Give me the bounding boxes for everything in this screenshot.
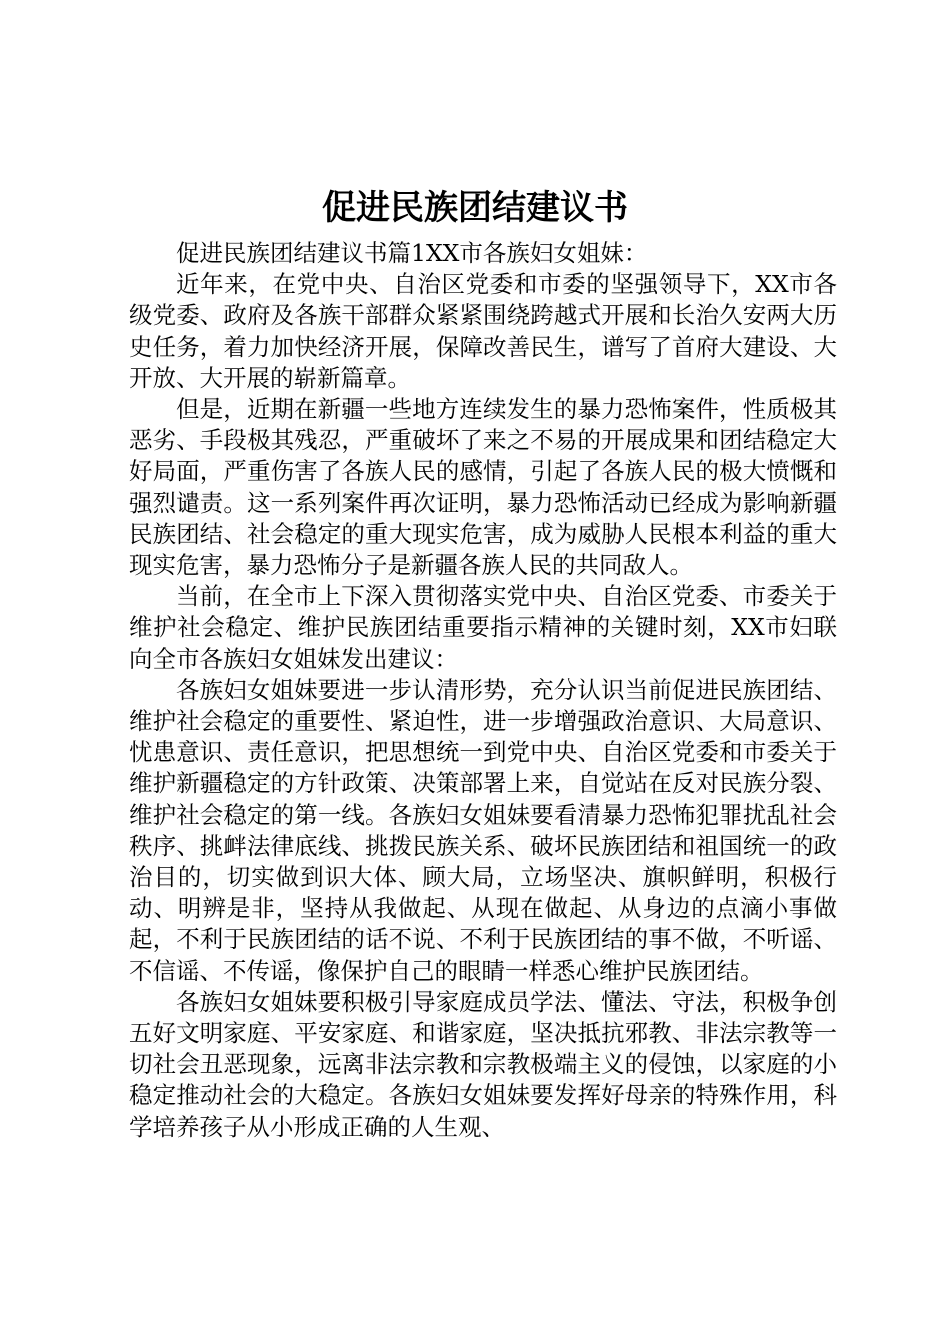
paragraph-1: 近年来，在党中央、自治区党委和市委的坚强领导下，XX市各级党委、政府及各族干部群众紧紧围绕跨越式开展和长治久安两大历史任务，着力加快经济开展，保障改善民生，谱写了首府大建设、大开放、大开展的崭新篇章。 — [129, 270, 837, 392]
paragraph-4: 各族妇女姐妹要进一步认清形势，充分认识当前促进民族团结、维护社会稳定的重要性、紧迫性，进一步增强政治意识、大局意识、忧患意识、责任意识，把思想统一到党中央、自治区党委和市委关于维护新疆稳定的方针政策、决策部署上来，自觉站在反对民族分裂、维护社会稳定的第一线。各族妇女姐妹要看清暴力恐怖犯罪扰乱社会秩序、挑衅法律底线、挑拨民族关系、破坏民族团结和祖国统一的政治目的，切实做到识大体、顾大局，立场坚决、旗帜鲜明，积极行动、明辨是非，坚持从我做起、从现在做起、从身边的点滴小事做起，不利于民族团结的话不说、不利于民族团结的事不做，不听谣、不信谣、不传谣，像保护自己的眼睛一样悉心维护民族团结。 — [129, 675, 837, 985]
document-body — [129, 238, 837, 1143]
document-title: 促进民族团结建议书 — [322, 188, 628, 228]
paragraph-5: 各族妇女姐妹要积极引导家庭成员学法、懂法、守法，积极争创五好文明家庭、平安家庭、和谐家庭，坚决抵抗邪教、非法宗教等一切社会丑恶现象，远离非法宗教和宗教极端主义的侵蚀，以家庭的小稳定推动社会的大稳定。各族妇女姐妹要发挥好母亲的特殊作用，科学培养孩子从小形成正确的人生观、 — [129, 987, 837, 1141]
paragraph-salutation: 促进民族团结建议书篇1XX市各族妇女姐妹： — [176, 239, 648, 267]
paragraph-3: 当前，在全市上下深入贯彻落实党中央、自治区党委、市委关于维护社会稳定、维护民族团结重要指示精神的关键时刻，XX市妇联向全市各族妇女姐妹发出建议： — [129, 582, 837, 673]
paragraph-2: 但是，近期在新疆一些地方连续发生的暴力恐怖案件，性质极其恶劣、手段极其残忍，严重破坏了来之不易的开展成果和团结稳定大好局面，严重伤害了各族人民的感情，引起了各族人民的极大愤慨和强烈谴责。这一系列案件再次证明，暴力恐怖活动已经成为影响新疆民族团结、社会稳定的重大现实危害，成为威胁人民根本利益的重大现实危害，暴力恐怖分子是新疆各族人民的共同敌人。 — [129, 395, 837, 580]
